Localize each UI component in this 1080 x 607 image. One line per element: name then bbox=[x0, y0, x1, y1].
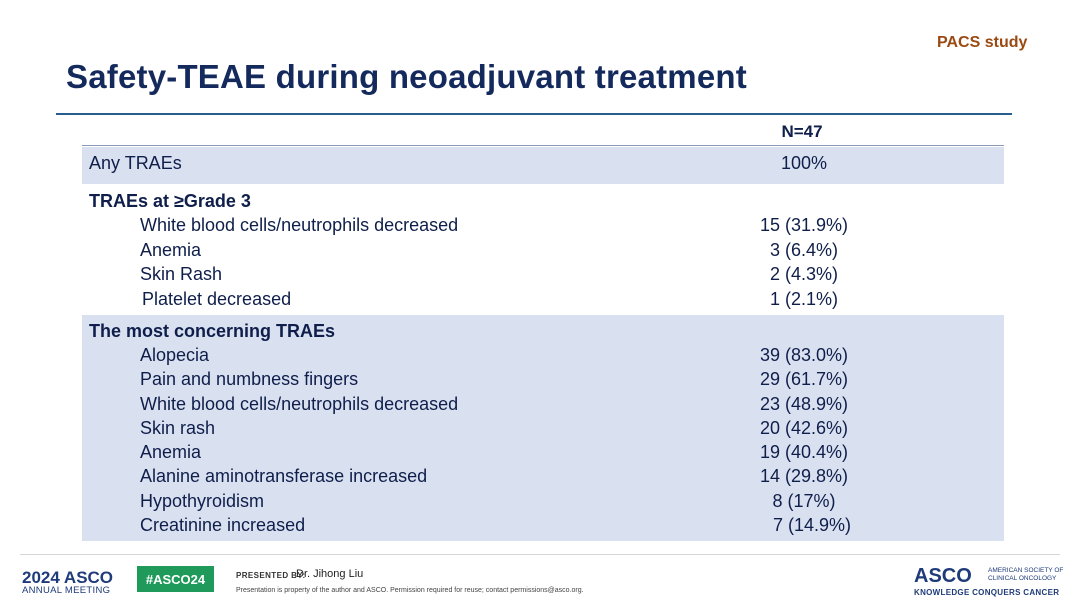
asco-tagline: KNOWLEDGE CONQUERS CANCER bbox=[914, 588, 1060, 597]
table-row-value: 23 (48.9%) bbox=[759, 394, 849, 414]
table-row-value: 1 (2.1%) bbox=[769, 289, 839, 309]
disclaimer: Presentation is property of the author and ASCO. Permission required for reuse; contact permissions@asco.org. bbox=[236, 587, 584, 594]
asco-society-name: AMERICAN SOCIETY OF CLINICAL ONCOLOGY bbox=[988, 567, 1064, 582]
table-row-label: Platelet decreased bbox=[142, 289, 292, 309]
table-row-label: Alanine aminotransferase increased bbox=[140, 466, 428, 486]
table-row-label: Skin Rash bbox=[140, 264, 223, 284]
study-tag: PACS study bbox=[937, 34, 1028, 51]
title-divider bbox=[56, 113, 1012, 115]
presenter-name: Dr. Jihong Liu bbox=[296, 568, 364, 580]
table-row-label: Creatinine increased bbox=[140, 515, 306, 535]
table-row-label: Anemia bbox=[140, 442, 202, 462]
concerning-heading: The most concerning TRAEs bbox=[89, 321, 336, 341]
any-traes-label: Any TRAEs bbox=[89, 153, 182, 173]
table-row-value: 8 (17%) bbox=[772, 491, 836, 511]
table-row-value: 14 (29.8%) bbox=[759, 466, 849, 486]
meeting-name: ANNUAL MEETING bbox=[22, 585, 111, 596]
table-row-label: Alopecia bbox=[140, 345, 210, 365]
table-row-value: 19 (40.4%) bbox=[759, 442, 849, 462]
page-title: Safety-TEAE during neoadjuvant treatment bbox=[66, 58, 747, 95]
meeting-year: 2024 ASCO bbox=[22, 568, 114, 587]
table-row-value: 2 (4.3%) bbox=[769, 264, 839, 284]
table-row-value: 20 (42.6%) bbox=[759, 418, 849, 438]
table-row-value: 7 (14.9%) bbox=[772, 515, 852, 535]
table-row-value: 39 (83.0%) bbox=[759, 345, 849, 365]
grade3-heading: TRAEs at ≥Grade 3 bbox=[89, 191, 251, 211]
table-row-value: 15 (31.9%) bbox=[759, 215, 849, 235]
any-traes-value: 100% bbox=[780, 153, 828, 173]
asco-logo: ASCO bbox=[914, 565, 972, 587]
table-row-label: Hypothyroidism bbox=[140, 491, 265, 511]
header-divider bbox=[82, 145, 1004, 146]
table-row-value: 29 (61.7%) bbox=[759, 369, 849, 389]
table-row-value: 3 (6.4%) bbox=[769, 240, 839, 260]
table-row-label: Pain and numbness fingers bbox=[140, 369, 359, 389]
table-row-label: White blood cells/neutrophils decreased bbox=[140, 215, 459, 235]
table-row-label: Skin rash bbox=[140, 418, 216, 438]
footer-divider bbox=[20, 554, 1060, 555]
column-header: N=47 bbox=[781, 122, 823, 141]
table-row-label: Anemia bbox=[140, 240, 202, 260]
hashtag-badge: #ASCO24 bbox=[137, 566, 214, 592]
table-row-label: White blood cells/neutrophils decreased bbox=[140, 394, 459, 414]
presented-by-label: PRESENTED BY: bbox=[236, 571, 306, 580]
